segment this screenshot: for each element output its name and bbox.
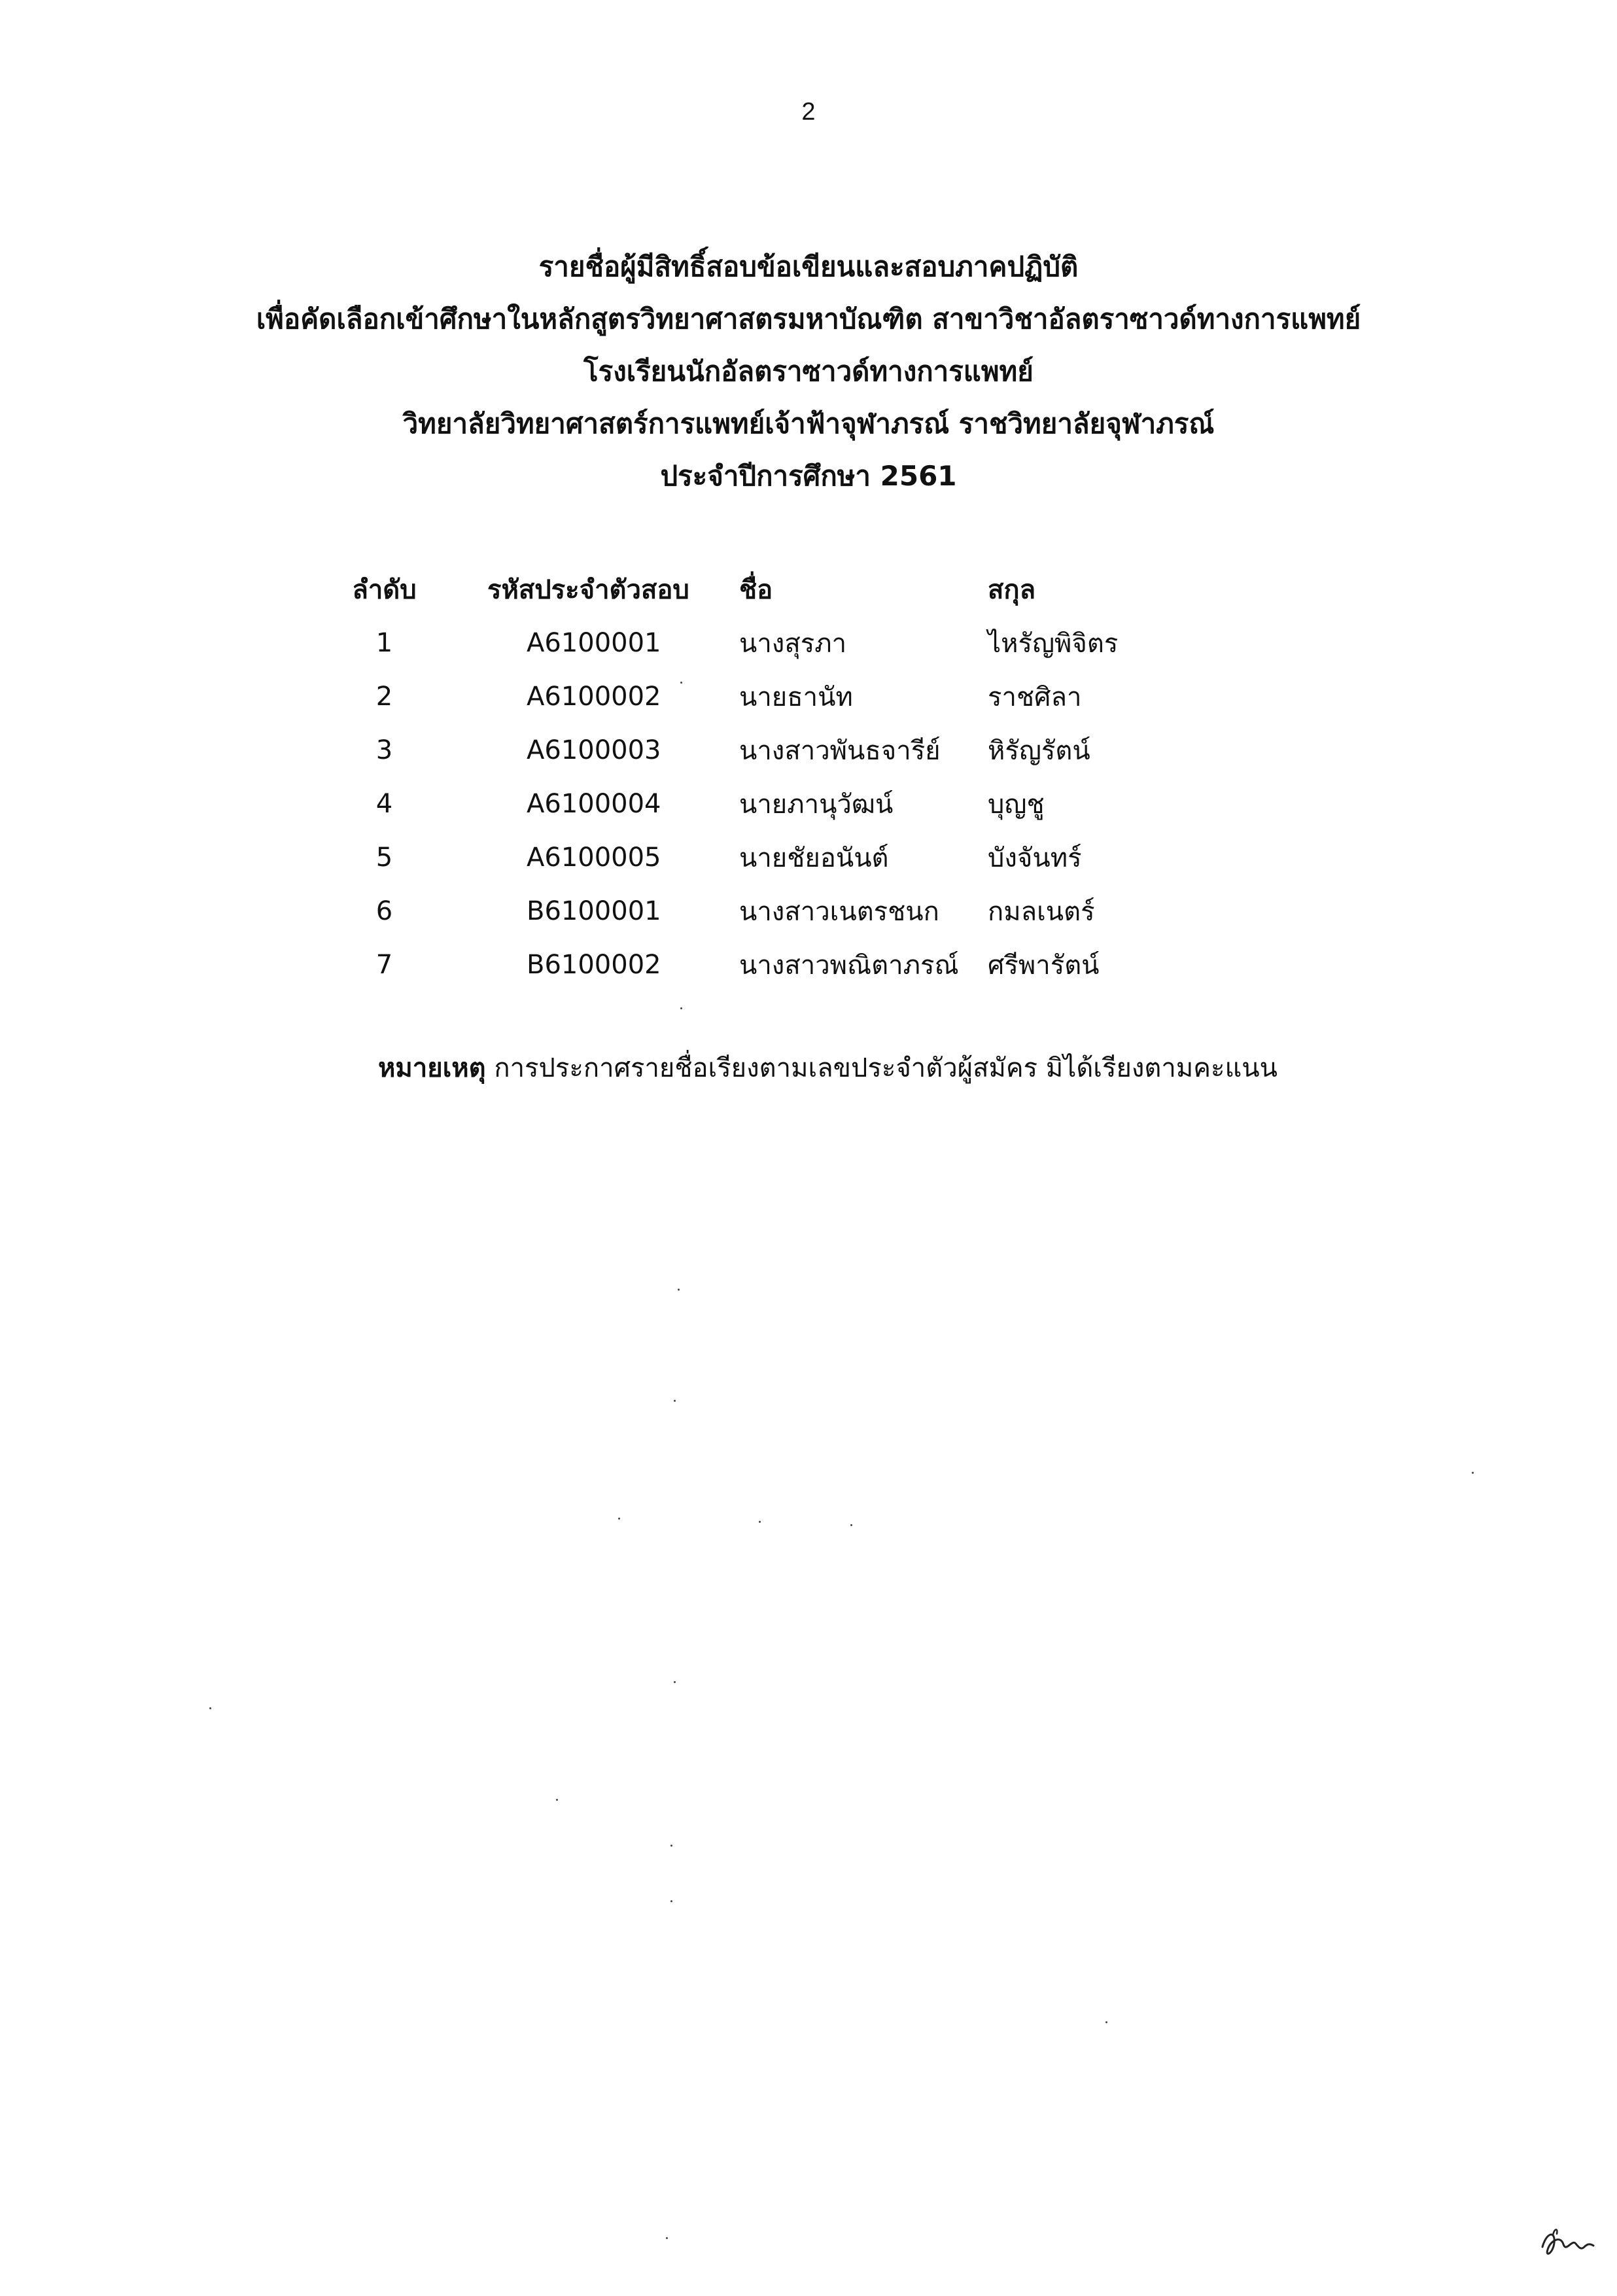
title-line-3: โรงเรียนนักอัลตราซาวด์ทางการแพทย์: [583, 355, 1034, 387]
cell-seq: 3: [375, 735, 393, 765]
footnote: [378, 1047, 1278, 1088]
document-title: [0, 241, 1617, 502]
footnote-label: หมายเหตุ: [378, 1053, 486, 1083]
cell-code: A6100005: [527, 843, 661, 873]
cell-seq: 2: [375, 682, 393, 712]
cell-seq: 6: [375, 896, 393, 926]
cell-code: B6100002: [527, 950, 661, 980]
scan-speck: [680, 682, 682, 684]
cell-code: A6100002: [527, 682, 661, 712]
scan-speck: [618, 1518, 620, 1520]
header-first-name: ชื่อ: [739, 575, 773, 605]
scan-speck: [674, 1681, 676, 1683]
cell-first-name: นางสาวพันธจารีย์: [739, 736, 941, 766]
cell-first-name: นางสาวเนตรชนก: [739, 897, 939, 927]
header-last-name: สกุล: [988, 575, 1036, 605]
scan-speck: [209, 1707, 211, 1709]
cell-seq: 4: [375, 789, 393, 819]
cell-first-name: นายชัยอนันต์: [739, 843, 889, 873]
footnote-text: การประกาศรายชื่อเรียงตามเลขประจำตัวผู้สมัคร มิได้เรียงตามคะแนน: [485, 1053, 1278, 1083]
cell-first-name: นางสาวพณิตาภรณ์: [739, 950, 959, 981]
scan-speck: [678, 1289, 680, 1291]
cell-last-name: บุญชู: [988, 790, 1045, 820]
scan-speck: [1472, 1472, 1474, 1474]
scan-speck: [680, 1007, 682, 1009]
title-line-4: วิทยาลัยวิทยาศาสตร์การแพทย์เจ้าฟ้าจุฬาภรณ์ ราชวิทยาลัยจุฬาภรณ์: [402, 408, 1215, 440]
cell-code: A6100003: [527, 735, 661, 765]
cell-last-name: ราชศิลา: [988, 682, 1082, 712]
cell-code: A6100001: [527, 628, 661, 658]
scan-speck: [759, 1521, 761, 1523]
cell-first-name: นายธานัท: [739, 682, 853, 712]
table-body: [321, 616, 1184, 992]
table-row: [321, 616, 1184, 670]
cell-last-name: ศรีพารัตน์: [988, 950, 1100, 981]
table-row: [321, 723, 1184, 777]
cell-seq: 5: [375, 843, 393, 873]
candidate-table: [321, 563, 1184, 992]
table-row: [321, 938, 1184, 992]
scan-speck: [670, 1845, 672, 1847]
title-line-5: ประจำปีการศึกษา 2561: [660, 460, 957, 492]
scan-speck: [850, 1524, 852, 1526]
title-line-2: เพื่อคัดเลือกเข้าศึกษาในหลักสูตรวิทยาศาสตรมหาบัณฑิต สาขาวิชาอัลตราซาวด์ทางการแพทย์: [256, 303, 1361, 335]
cell-first-name: นายภานุวัฒน์: [739, 790, 894, 820]
table-row: [321, 831, 1184, 884]
cell-first-name: นางสุรภา: [739, 629, 847, 659]
cell-code: B6100001: [527, 896, 661, 926]
cell-seq: 7: [375, 950, 393, 980]
scan-speck: [1105, 2021, 1107, 2023]
cell-seq: 1: [375, 628, 393, 658]
cell-last-name: บังจันทร์: [988, 843, 1082, 873]
scan-speck: [556, 1799, 558, 1801]
cell-last-name: หิรัญรัตน์: [988, 736, 1090, 766]
table-row: [321, 884, 1184, 938]
table-row: [321, 777, 1184, 831]
cell-code: A6100004: [527, 789, 661, 819]
header-seq: ลำดับ: [352, 575, 417, 605]
table-header-row: [321, 563, 1184, 616]
header-code: รหัสประจำตัวสอบ: [487, 575, 689, 605]
scan-speck: [666, 2237, 668, 2239]
cell-last-name: กมลเนตร์: [988, 897, 1095, 927]
signature-mark: [1537, 2221, 1596, 2267]
title-line-1: รายชื่อผู้มีสิทธิ์สอบข้อเขียนและสอบภาคปฏิบัติ: [538, 251, 1079, 283]
scan-speck: [674, 1400, 676, 1402]
cell-last-name: ไหรัญพิจิตร: [988, 629, 1119, 659]
page-number: 2: [801, 98, 816, 126]
table-row: [321, 670, 1184, 723]
scan-speck: [670, 1900, 672, 1902]
